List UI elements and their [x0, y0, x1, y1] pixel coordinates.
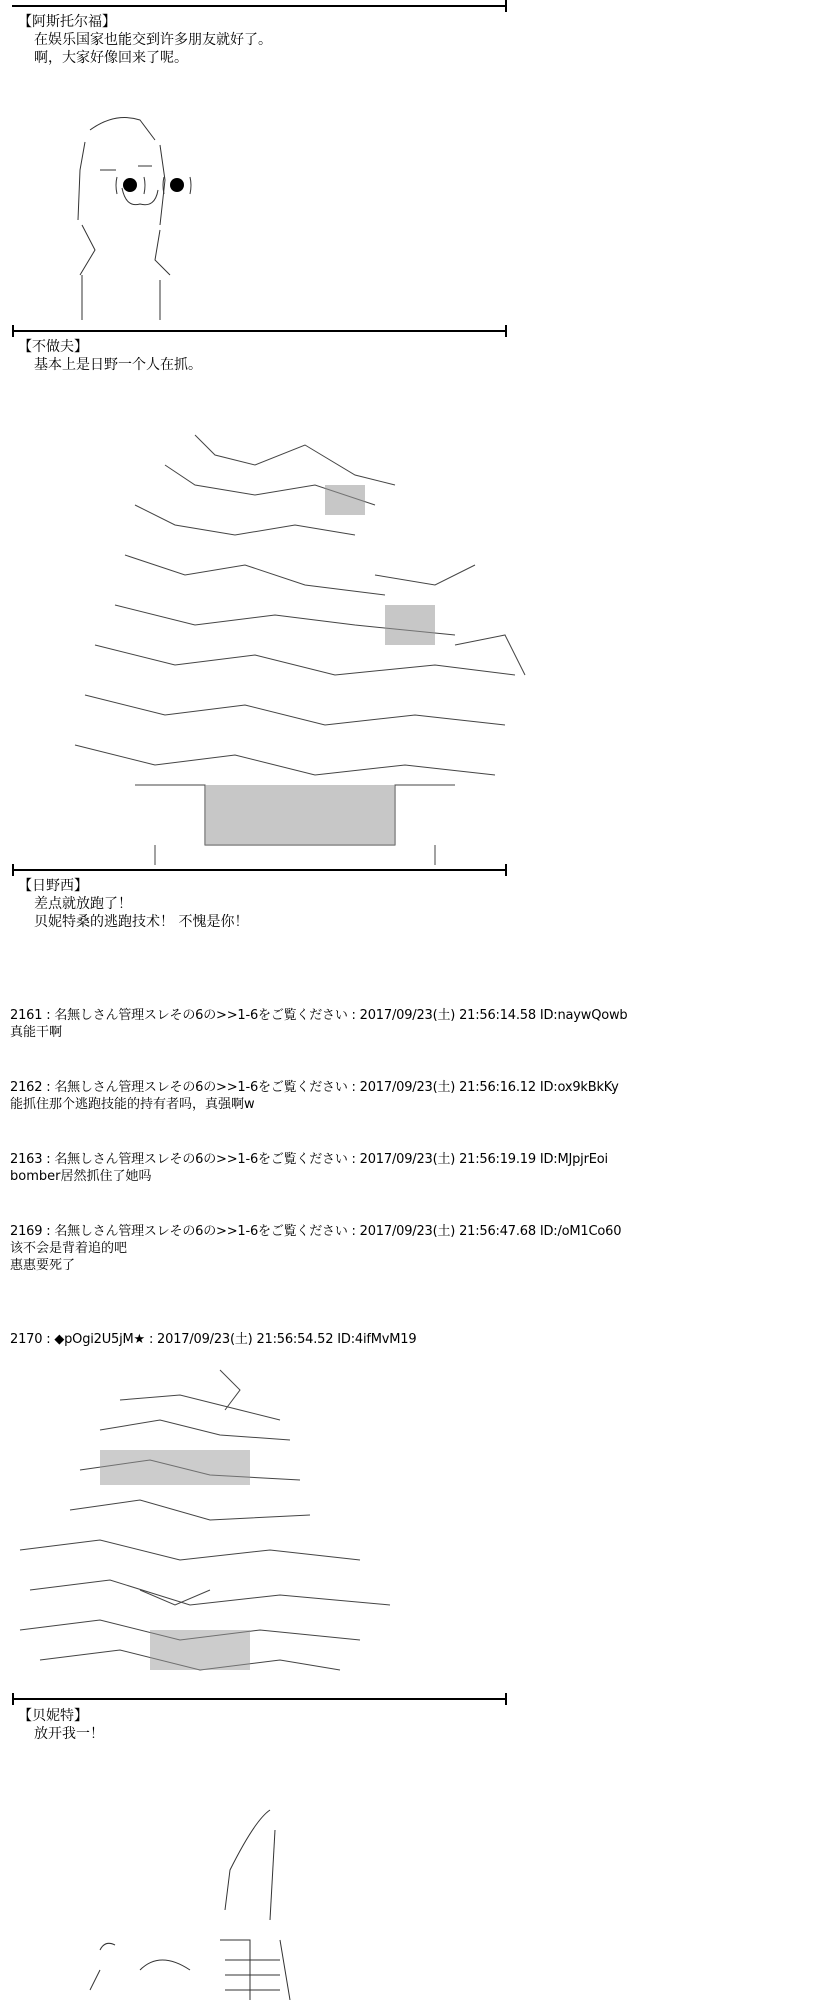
speaker-name: 【不做夫】 [18, 339, 88, 355]
post-body-line: 惠惠要死了 [10, 1258, 76, 1273]
post-header: 2170 : ◆pOgi2U5jM★ : 2017/09/23(土) 21:56:54.52 ID:4ifMvM19 [10, 1332, 417, 1347]
scene-divider [12, 1693, 507, 1705]
post-body-line: 能抓住那个逃跑技能的持有者吗，真强啊w [10, 1097, 255, 1112]
character-ascii-art-astolfo [60, 110, 210, 325]
post-body-line: 真能干啊 [10, 1025, 63, 1040]
scene-divider [12, 0, 507, 12]
speaker-name: 【阿斯托尔福】 [18, 14, 116, 30]
dialogue-line: 基本上是日野一个人在抓。 [34, 357, 202, 373]
scene-divider [12, 325, 507, 337]
group-ascii-art [55, 425, 555, 870]
dialogue-line: 在娱乐国家也能交到许多朋友就好了。 [34, 32, 272, 48]
speaker-name: 【日野西】 [18, 878, 88, 894]
crowd-ascii-art [10, 1360, 410, 1690]
post-header: 2163 : 名無しさん管理スレその6の>>1-6をご覧ください : 2017/09/23(土) 21:56:19.19 ID:MJpjrEoi [10, 1152, 608, 1167]
bennett-ascii-art [80, 1800, 320, 2000]
dialogue-line: 差点就放跑了！ [34, 896, 132, 912]
dialogue-line: 啊，大家好像回来了呢。 [34, 50, 188, 66]
post-header: 2161 : 名無しさん管理スレその6の>>1-6をご覧ください : 2017/09/23(土) 21:56:14.58 ID:naywQowb [10, 1008, 628, 1023]
dialogue-line: 贝妮特桑的逃跑技术！ 不愧是你！ [34, 914, 249, 930]
post-header: 2169 : 名無しさん管理スレその6の>>1-6をご覧ください : 2017/09/23(土) 21:56:47.68 ID:/oM1Co60 [10, 1224, 622, 1239]
post-body-line: bomber居然抓住了她吗 [10, 1169, 152, 1184]
post-header: 2162 : 名無しさん管理スレその6の>>1-6をご覧ください : 2017/09/23(土) 21:56:16.12 ID:ox9kBkKy [10, 1080, 619, 1095]
speaker-name: 【贝妮特】 [18, 1708, 88, 1724]
dialogue-line: 放开我一！ [34, 1726, 104, 1742]
post-body-line: 该不会是背着追的吧 [10, 1241, 128, 1256]
